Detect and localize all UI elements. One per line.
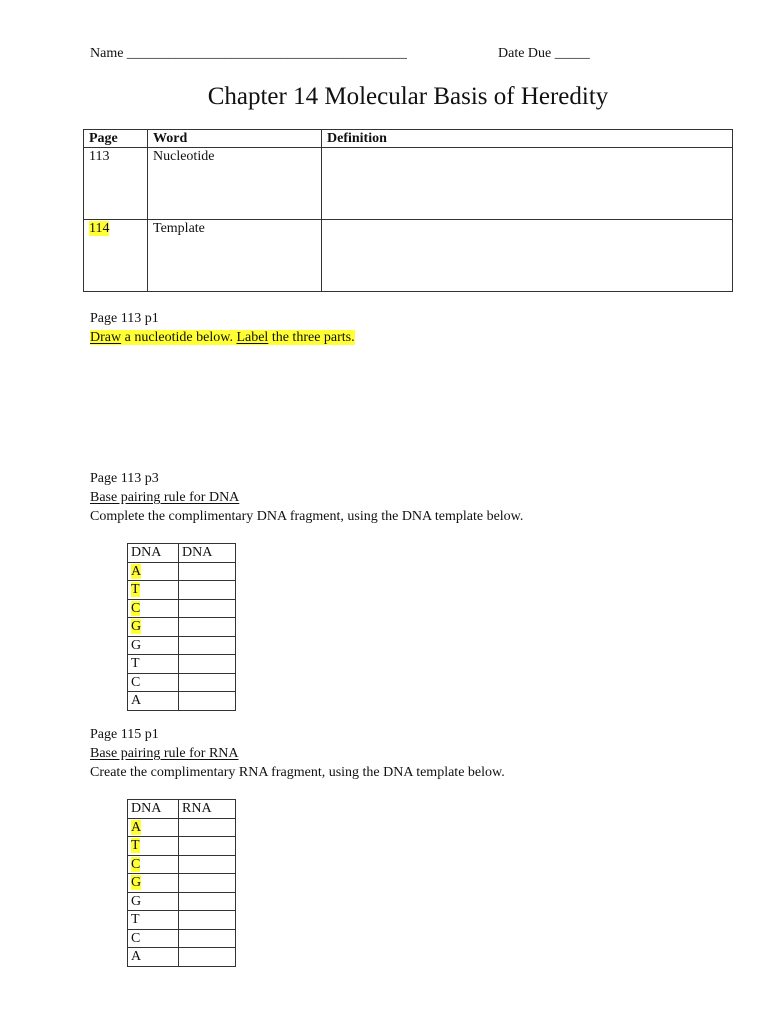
template-base-cell <box>128 618 179 637</box>
vocab-word-cell <box>148 148 322 220</box>
answer-cell[interactable] <box>179 673 236 692</box>
table-row <box>128 818 236 837</box>
template-base: A <box>131 693 142 709</box>
answer-cell[interactable] <box>179 818 236 837</box>
table-row <box>128 874 236 893</box>
instruction-keyword-draw: Draw <box>90 330 122 345</box>
template-base: G <box>131 619 142 635</box>
template-base-cell <box>128 874 179 893</box>
template-base-cell <box>128 855 179 874</box>
answer-cell[interactable] <box>179 636 236 655</box>
section-instruction: Create the complimentary RNA fragment, using the DNA template below. <box>90 765 505 780</box>
template-base-cell <box>128 655 179 674</box>
answer-cell[interactable] <box>179 855 236 874</box>
answer-cell[interactable] <box>179 618 236 637</box>
template-base-cell <box>128 562 179 581</box>
table-row <box>128 581 236 600</box>
table-row <box>128 618 236 637</box>
answer-cell[interactable] <box>179 655 236 674</box>
answer-cell[interactable] <box>179 837 236 856</box>
template-base: T <box>131 912 140 928</box>
answer-cell[interactable] <box>179 929 236 948</box>
vocab-header-word: Word <box>148 130 322 148</box>
vocab-header-row <box>84 130 733 148</box>
vocab-word-cell <box>148 220 322 292</box>
vocab-definition-cell[interactable] <box>322 220 733 292</box>
name-field-label: Name ________________________________________ <box>90 46 407 61</box>
template-base-cell <box>128 692 179 711</box>
section-instruction: Complete the complimentary DNA fragment, using the DNA template below. <box>90 509 524 524</box>
template-base: C <box>131 674 141 690</box>
template-base: C <box>131 930 141 946</box>
template-base: T <box>131 656 140 672</box>
instruction-highlight <box>90 330 355 345</box>
answer-cell[interactable] <box>179 692 236 711</box>
answer-cell[interactable] <box>179 581 236 600</box>
instruction-text: a nucleotide below. <box>121 330 237 345</box>
answer-cell[interactable] <box>179 911 236 930</box>
vocabulary-table <box>83 129 733 292</box>
template-base-cell <box>128 818 179 837</box>
table-row <box>128 636 236 655</box>
template-base: T <box>131 838 140 854</box>
template-base: C <box>131 600 141 616</box>
table-row <box>128 692 236 711</box>
table-row <box>128 655 236 674</box>
section-heading: Page 113 p1 <box>90 311 159 326</box>
date-due-label: Date Due _____ <box>498 46 590 61</box>
template-base: G <box>131 637 142 653</box>
vocab-word-value: Template <box>153 221 205 236</box>
column-header-template: DNA <box>128 544 179 563</box>
table-row <box>128 892 236 911</box>
table-row <box>128 929 236 948</box>
template-base-cell <box>128 636 179 655</box>
answer-cell[interactable] <box>179 874 236 893</box>
template-base: G <box>131 893 142 909</box>
table-row <box>128 837 236 856</box>
vocab-page-cell <box>84 148 148 220</box>
answer-cell[interactable] <box>179 599 236 618</box>
table-row <box>128 948 236 967</box>
instruction-keyword-label: Label <box>236 330 269 345</box>
vocab-definition-cell[interactable] <box>322 148 733 220</box>
template-base-cell <box>128 948 179 967</box>
template-base: T <box>131 582 140 598</box>
template-base: A <box>131 949 142 965</box>
page-title: Chapter 14 Molecular Basis of Heredity <box>207 83 609 110</box>
table-row <box>128 855 236 874</box>
table-row <box>128 599 236 618</box>
template-base-cell <box>128 929 179 948</box>
template-base-cell <box>128 581 179 600</box>
template-base-cell <box>128 599 179 618</box>
rna-pairing-table <box>127 799 236 967</box>
template-base-cell <box>128 837 179 856</box>
template-base-cell <box>128 892 179 911</box>
table-row <box>128 562 236 581</box>
section-heading: Page 113 p3 <box>90 471 159 486</box>
vocab-word-value: Nucleotide <box>153 149 215 164</box>
column-header-template: DNA <box>128 800 179 819</box>
answer-cell[interactable] <box>179 892 236 911</box>
instruction-text: the three parts. <box>268 330 355 345</box>
template-base: C <box>131 856 141 872</box>
template-base: A <box>131 819 142 835</box>
template-base: G <box>131 875 142 891</box>
column-header-complement: DNA <box>179 544 236 563</box>
table-row <box>84 148 733 220</box>
table-row <box>128 544 236 563</box>
answer-cell[interactable] <box>179 562 236 581</box>
template-base: A <box>131 563 142 579</box>
vocab-header-page: Page <box>84 130 148 148</box>
template-base-cell <box>128 911 179 930</box>
table-row <box>128 911 236 930</box>
dna-pairing-table <box>127 543 236 711</box>
vocab-page-cell <box>84 220 148 292</box>
answer-cell[interactable] <box>179 948 236 967</box>
section-rule-title: Base pairing rule for RNA <box>90 746 239 761</box>
table-row <box>128 800 236 819</box>
table-row <box>128 673 236 692</box>
section-instruction <box>90 330 355 346</box>
template-base-cell <box>128 673 179 692</box>
vocab-page-value: 114 <box>89 221 110 236</box>
table-row <box>84 220 733 292</box>
column-header-complement: RNA <box>179 800 236 819</box>
vocab-header-definition: Definition <box>322 130 733 148</box>
section-heading: Page 115 p1 <box>90 727 159 742</box>
vocab-page-value: 113 <box>89 149 110 164</box>
section-rule-title: Base pairing rule for DNA <box>90 490 240 505</box>
